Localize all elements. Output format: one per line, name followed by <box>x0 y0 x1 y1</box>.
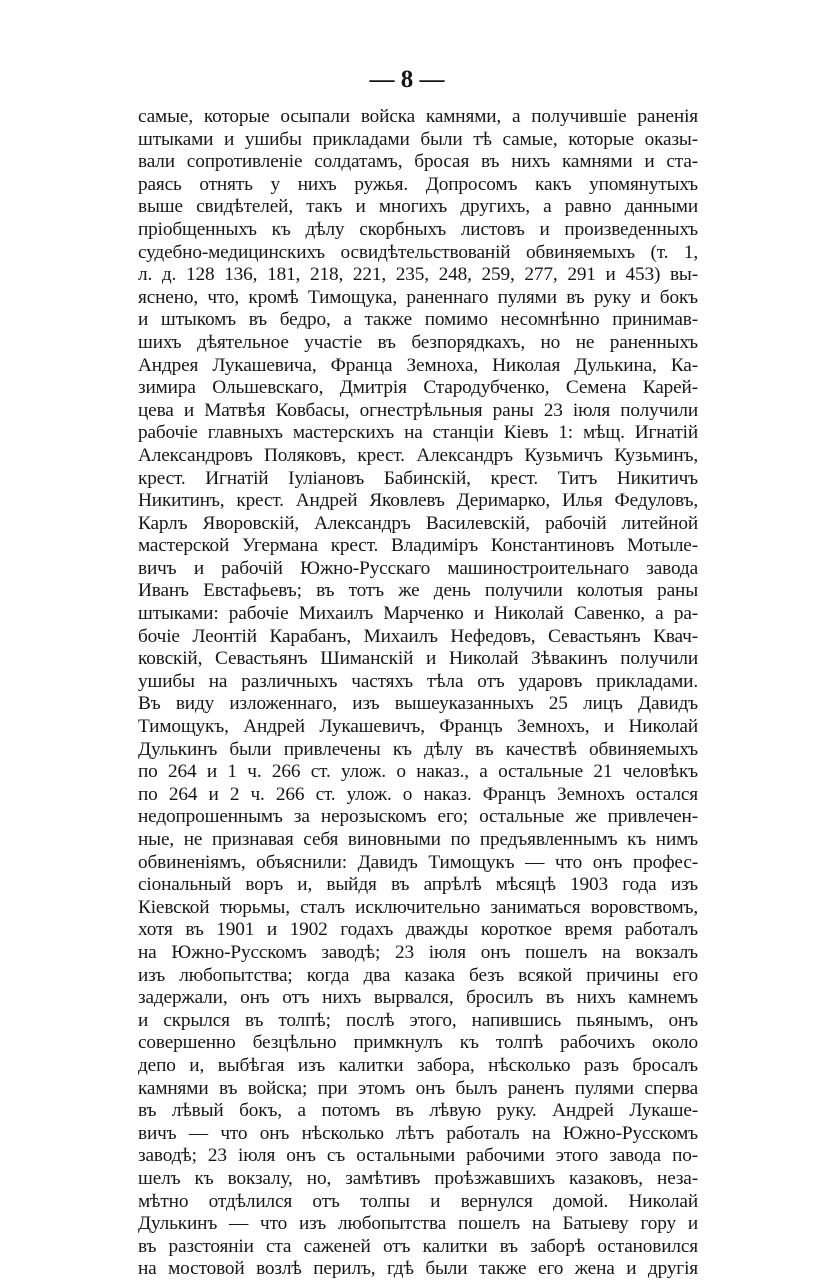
text-line: задержали, онъ отъ нихъ вырвался, бросилъ въ нихъ камнемъ <box>138 987 698 1009</box>
text-line: сіональный воръ и, выйдя въ апрѣлѣ мѣсяцѣ 1903 года изъ <box>138 874 698 896</box>
text-line: вичъ — что онъ нѣсколько лѣтъ работалъ на Южно-Русскомъ <box>138 1122 698 1144</box>
text-line: штыками: рабочіе Михаилъ Марченко и Николай Савенко, а ра- <box>138 603 698 625</box>
text-line: яснено, что, кромѣ Тимощука, раненнаго пулями въ руку и бокъ <box>138 286 698 308</box>
text-line: ные, не признавая себя виновными по предъявленнымъ къ нимъ <box>138 829 698 850</box>
text-line: Тимощукъ, Андрей Лукашевичъ, Францъ Земнохъ, и Николай <box>138 716 698 738</box>
text-line: Въ виду изложеннаго, изъ вышеуказанныхъ 25 лицъ Давидъ <box>138 693 698 715</box>
text-line: на Южно-Русскомъ заводѣ; 23 іюля онъ пошелъ на вокзалъ <box>138 941 698 963</box>
text-line: вали сопротивленіе солдатамъ, бросая въ нихъ камнями и ста- <box>138 151 698 173</box>
text-line: пріобщенныхъ къ дѣлу скорбныхъ листовъ и произведенныхъ <box>138 218 698 240</box>
text-line: раясь отнять у нихъ ружья. Допросомъ какъ упомянутыхъ <box>138 173 698 195</box>
text-line: хотя въ 1901 и 1902 годахъ дважды короткое время работалъ <box>138 919 698 941</box>
text-line: Никитинъ, крест. Андрей Яковлевъ Деримарко, Илья Федуловъ, <box>138 490 698 512</box>
text-line: мастерской Угермана крест. Владиміръ Константиновъ Мотыле- <box>138 535 698 557</box>
text-line: по 264 и 1 ч. 266 ст. улож. о наказ., а остальные 21 человѣкъ <box>138 761 698 783</box>
text-line: изъ любопытства; когда два казака безъ всякой причины его <box>138 964 698 986</box>
text-line: камнями въ войска; при этомъ онъ былъ раненъ пулями сперва <box>138 1077 698 1099</box>
text-line: совершенно безцѣльно примкнулъ къ толпѣ рабочихъ около <box>138 1032 698 1054</box>
text-line: судебно-медицинскихъ освидѣтельствованій обвиняемыхъ (т. 1, <box>138 241 698 263</box>
text-line: Андрея Лукашевича, Франца Земноха, Николая Дулькина, Ка- <box>138 354 698 376</box>
text-line: депо и, выбѣгая изъ калитки забора, нѣсколько разъ бросалъ <box>138 1054 698 1076</box>
text-line: крест. Игнатій Іуліановъ Бабинскій, крест. Титъ Никитичъ <box>138 467 698 489</box>
text-line: Кіевской тюрьмы, сталъ исключительно заниматься воровствомъ, <box>138 896 698 918</box>
text-line: бочіе Леонтій Карабанъ, Михаилъ Нефедовъ, Севастьянъ Квач- <box>138 625 698 647</box>
text-line: Дулькинъ — что изъ любопытства пошелъ на Батыеву гору и <box>138 1213 698 1235</box>
text-line: обвиненіямъ, объяснили: Давидъ Тимощукъ — что онъ профес- <box>138 851 698 873</box>
text-line: на мостовой возлѣ перилъ, гдѣ были также его жена и другія <box>138 1258 698 1280</box>
text-line: Дулькинъ были привлечены къ дѣлу въ качествѣ обвиняемыхъ <box>138 738 698 760</box>
text-line: шихъ дѣятельное участіе въ безпорядкахъ, но не раненныхъ <box>138 331 698 353</box>
text-line: самые, которые осыпали войска камнями, а получившіе раненія <box>138 106 698 127</box>
text-line: въ разстояніи ста саженей отъ калитки въ заборѣ остановился <box>138 1235 698 1257</box>
text-line: штыками и ушибы прикладами были тѣ самые, которые оказы- <box>138 128 698 150</box>
text-line: вичъ и рабочій Южно-Русскаго машиностроительнаго завода <box>138 557 698 579</box>
text-line: и скрылся въ толпѣ; послѣ этого, напившись пьянымъ, онъ <box>138 1009 698 1031</box>
text-line: и штыкомъ въ бедро, а также помимо несомнѣнно принимав- <box>138 309 698 331</box>
text-line: въ лѣвый бокъ, а потомъ въ лѣвую руку. Андрей Лукаше- <box>138 1100 698 1122</box>
text-line: шелъ къ вокзалу, но, замѣтивъ проѣзжавшихъ казаковъ, неза- <box>138 1167 698 1189</box>
text-line: заводѣ; 23 іюля онъ съ остальными рабочими этого завода по- <box>138 1145 698 1167</box>
body-text <box>138 106 698 1281</box>
text-line: Иванъ Евстафьевъ; въ тотъ же день получили колотыя раны <box>138 580 698 602</box>
text-line: ушибы на различныхъ частяхъ тѣла отъ ударовъ прикладами. <box>138 670 698 692</box>
text-line: Александровъ Поляковъ, крест. Александръ Кузьмичъ Кузьминъ, <box>138 444 698 466</box>
page-number: — 8 — <box>369 66 445 93</box>
text-line: ковскій, Севастьянъ Шиманскій и Николай Зѣвакинъ получили <box>138 648 698 670</box>
text-line: мѣтно отдѣлился отъ толпы и вернулся домой. Николай <box>138 1190 698 1212</box>
text-line: цева и Матвѣя Ковбасы, огнестрѣльныя раны 23 іюля получили <box>138 399 698 421</box>
text-line: недопрошеннымъ за нерозыскомъ его; остальные же привлечен- <box>138 806 698 828</box>
text-line: Карлъ Яворовскій, Александръ Василевскій, рабочій литейной <box>138 512 698 534</box>
text-line: л. д. 128 136, 181, 218, 221, 235, 248, 259, 277, 291 и 453) вы- <box>138 264 698 286</box>
text-line: рабочіе главныхъ мастерскихъ на станціи Кіевъ 1: мѣщ. Игнатій <box>138 422 698 444</box>
text-line: выше свидѣтелей, такъ и многихъ другихъ, а равно данными <box>138 196 698 218</box>
text-line: зимира Ольшевскаго, Дмитрія Стародубченко, Семена Карей- <box>138 377 698 399</box>
text-line: по 264 и 2 ч. 266 ст. улож. о наказ. Францъ Земнохъ остался <box>138 783 698 805</box>
